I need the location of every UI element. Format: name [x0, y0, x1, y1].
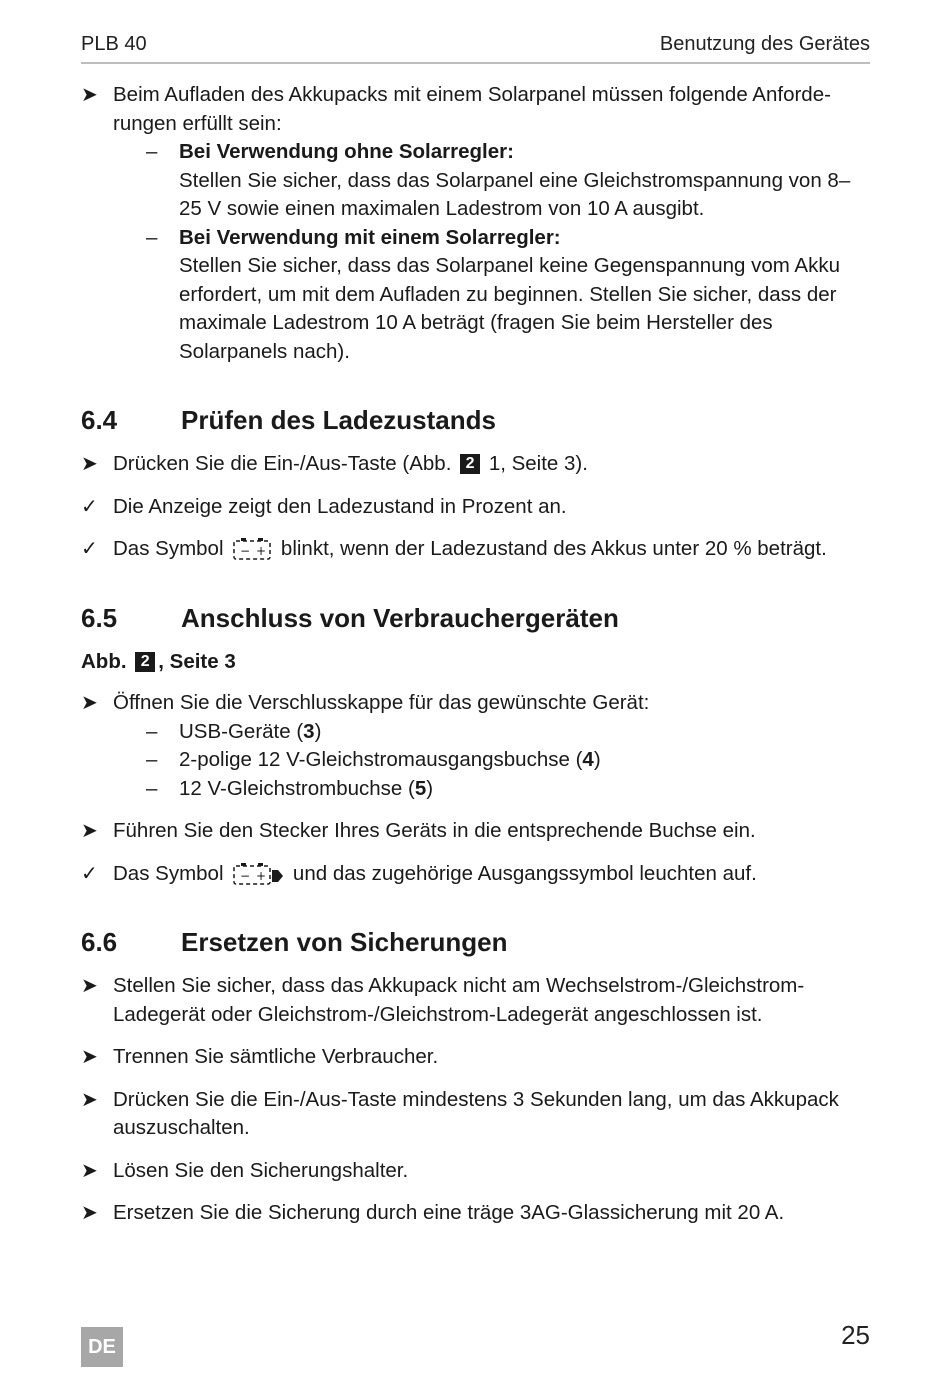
case-title: Bei Verwendung ohne Solarregler: [179, 140, 514, 163]
instruction-text: Beim Aufladen des Akkupacks mit einem Solarpanel müssen folgende Anforde-rungen erfüllt sein: [113, 83, 831, 135]
instruction-item [81, 450, 870, 479]
check-icon: ✓ [81, 862, 98, 885]
section-number: 6.5 [81, 602, 118, 633]
result-text: Das Symbol [113, 537, 224, 560]
section-title: Benutzung des Gerätes [659, 33, 870, 55]
svg-text:+: + [256, 544, 267, 558]
dash-marker: – [146, 225, 158, 249]
battery-output-icon [232, 862, 284, 886]
page-header [81, 32, 870, 64]
arrow-icon: ➤ [81, 84, 98, 106]
arrow-icon: ➤ [81, 975, 98, 997]
socket-close: ) [314, 719, 322, 743]
dash-marker: – [146, 748, 158, 771]
page-content [81, 81, 870, 1242]
arrow-icon: ➤ [81, 692, 98, 714]
arrow-icon: ➤ [81, 820, 98, 842]
case-item [113, 224, 870, 367]
socket-item [113, 746, 870, 775]
figure-reference [81, 648, 870, 677]
dash-marker: – [146, 776, 158, 800]
section-heading-6-4 [81, 403, 870, 437]
instruction-text: Öffnen Sie die Verschlusskappe für das gewünschte Gerät: [113, 691, 650, 714]
result-item [81, 860, 870, 889]
result-item [81, 535, 870, 564]
figure-badge: 2 [135, 652, 155, 672]
section-number: 6.6 [81, 927, 118, 957]
section-number: 6.4 [81, 405, 118, 435]
figref-page: , Seite 3 [158, 649, 236, 673]
socket-item [113, 718, 870, 747]
section-title: Ersetzen von Sicherungen [181, 927, 508, 957]
case-item [113, 138, 870, 224]
instruction-item [81, 1086, 870, 1143]
dash-marker: – [146, 140, 158, 163]
svg-text:−: − [240, 544, 251, 558]
socket-label: 12 V-Gleichstrombuchse ( [179, 776, 415, 800]
page-number: 25 [841, 1320, 870, 1350]
socket-number: 5 [414, 776, 427, 800]
socket-number: 3 [303, 719, 315, 743]
arrow-icon: ➤ [81, 453, 98, 475]
check-icon: ✓ [81, 538, 98, 560]
instruction-text: Drücken Sie die Ein-/Aus-Taste (Abb. [113, 452, 452, 475]
instruction-item [81, 817, 870, 846]
socket-item [113, 775, 870, 804]
instruction-text: Lösen Sie den Sicherungshalter. [113, 1158, 409, 1182]
case-title: Bei Verwendung mit einem Solarregler: [179, 225, 561, 249]
product-name: PLB 40 [81, 33, 147, 55]
instruction-item [81, 972, 870, 1029]
socket-close: ) [593, 748, 601, 771]
instruction-text: Führen Sie den Stecker Ihres Geräts in die entsprechende Buchse ein. [113, 819, 756, 842]
case-text: Stellen Sie sicher, dass das Solarpanel keine Gegenspannung vom Akku erfordert, um mit dem Aufladen zu beginnen. Stellen Sie sicher, dass der maximale Ladestrom 10 A beträgt (fragen Sie beim Hersteller des Solarpanels nach). [179, 254, 840, 363]
instruction-item [81, 1157, 870, 1186]
instruction-item [81, 1199, 870, 1228]
arrow-icon: ➤ [81, 1159, 98, 1182]
instruction-item [81, 689, 870, 803]
section-heading-6-6 [81, 925, 870, 959]
socket-label: USB-Geräte ( [179, 719, 304, 743]
result-item [81, 493, 870, 522]
svg-text:+: + [256, 868, 267, 883]
instruction-item [81, 1043, 870, 1072]
instruction-text: Drücken Sie die Ein-/Aus-Taste mindestens 3 Sekunden lang, um das Akkupack auszuschalten. [113, 1087, 839, 1139]
arrow-icon: ➤ [81, 1202, 98, 1224]
battery-icon [232, 537, 272, 561]
instruction-text: Trennen Sie sämtliche Verbraucher. [113, 1045, 439, 1068]
result-text: Die Anzeige zeigt den Ladezustand in Prozent an. [113, 494, 567, 518]
check-icon: ✓ [81, 495, 98, 518]
section-heading-6-5 [81, 601, 870, 635]
language-badge: DE [81, 1327, 123, 1367]
instruction-text: 1, Seite 3). [488, 452, 588, 475]
result-text: und das zugehörige Ausgangssymbol leuchten auf. [292, 861, 757, 885]
section-title: Anschluss von Verbrauchergeräten [181, 602, 619, 633]
section-title: Prüfen des Ladezustands [181, 405, 496, 435]
instruction-item [81, 81, 870, 366]
arrow-icon: ➤ [81, 1046, 98, 1068]
instruction-text: Ersetzen Sie die Sicherung durch eine träge 3AG-Glassicherung mit 20 A. [113, 1201, 785, 1224]
dash-marker: – [146, 719, 158, 743]
result-text: Das Symbol [113, 861, 224, 885]
instruction-text: Stellen Sie sicher, dass das Akkupack nicht am Wechselstrom-/Gleichstrom-Ladegerät oder Gleichstrom-/Gleichstrom-Ladegerät angeschlossen ist. [113, 974, 805, 1026]
socket-number: 4 [582, 748, 594, 771]
socket-close: ) [426, 776, 434, 800]
socket-label: 2-polige 12 V-Gleichstromausgangsbuchse ( [179, 748, 583, 771]
figure-badge: 2 [460, 454, 480, 474]
result-text: blinkt, wenn der Ladezustand des Akkus unter 20 % beträgt. [280, 537, 827, 560]
figref-label: Abb. [81, 649, 127, 673]
svg-text:−: − [240, 868, 251, 883]
arrow-icon: ➤ [81, 1088, 98, 1111]
case-text: Stellen Sie sicher, dass das Solarpanel eine Gleichstromspannung von 8–25 V sowie einen maximalen Ladestrom von 10 A ausgibt. [179, 168, 851, 220]
